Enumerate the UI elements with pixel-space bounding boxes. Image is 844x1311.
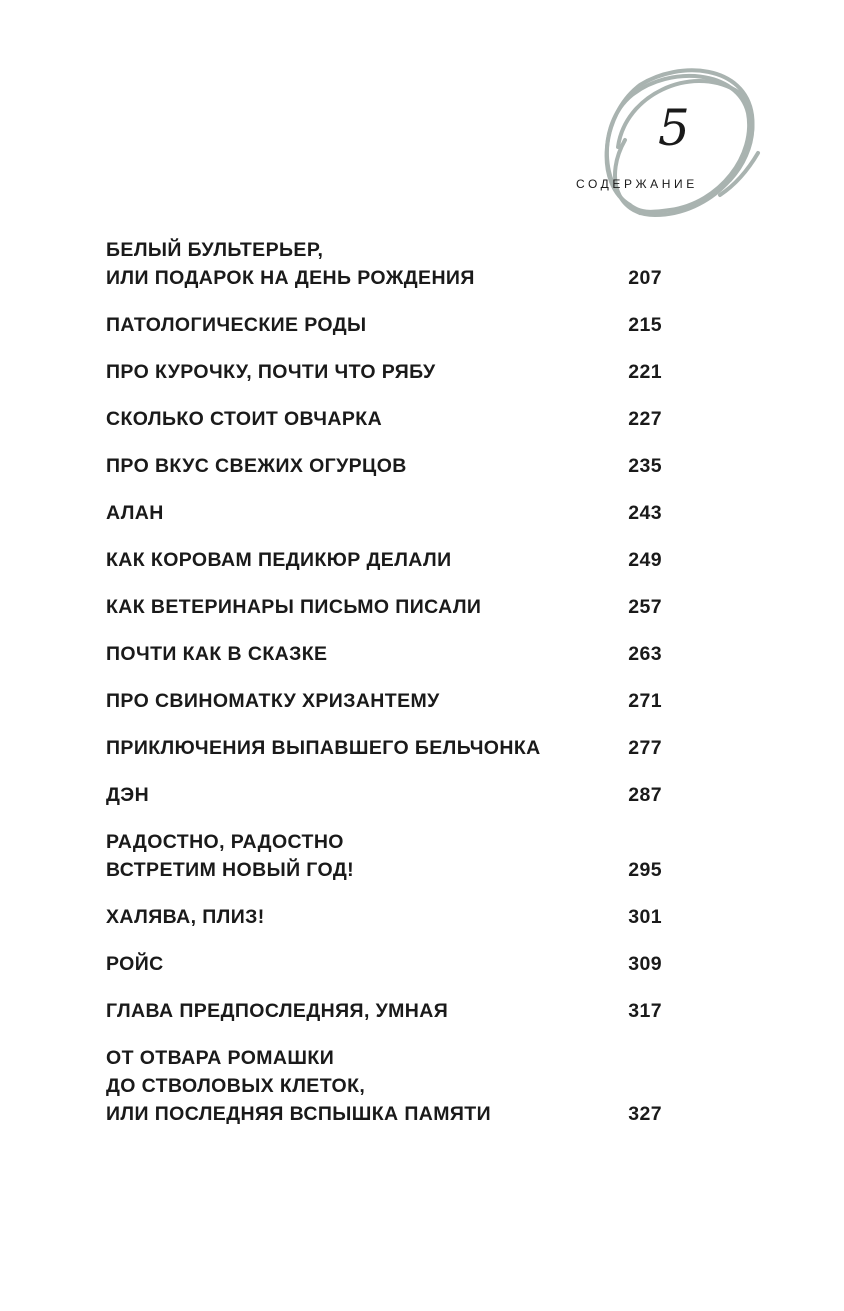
toc-entry-page-number: 243: [628, 502, 662, 524]
page-number: 5: [658, 99, 690, 157]
toc-entry-page-number: 207: [628, 267, 662, 289]
toc-entry-page-number: 295: [628, 859, 662, 881]
toc-entry-title-line: ПРИКЛЮЧЕНИЯ ВЫПАВШЕГО БЕЛЬЧОНКА: [106, 737, 541, 759]
toc-entry: [106, 311, 666, 339]
toc-entry: [106, 903, 666, 931]
toc-entry-page-number: 235: [628, 455, 662, 477]
toc-entry-title-line: РАДОСТНО, РАДОСТНО: [106, 831, 344, 853]
toc-entry: [106, 687, 666, 715]
toc-entry: [106, 499, 666, 527]
toc-entry-page-number: 271: [628, 690, 662, 712]
toc-entry-page-number: 227: [628, 408, 662, 430]
toc-entry: [106, 236, 666, 292]
toc-entry: [106, 781, 666, 809]
toc-entry-title-line: ДО СТВОЛОВЫХ КЛЕТОК,: [106, 1075, 366, 1097]
toc-entry-title-line: ИЛИ ПОСЛЕДНЯЯ ВСПЫШКА ПАМЯТИ: [106, 1103, 492, 1125]
toc-entry-page-number: 287: [628, 784, 662, 806]
toc-entry-page-number: 215: [628, 314, 662, 336]
toc-entry-page-number: 317: [628, 1000, 662, 1022]
toc-entry-page-number: 257: [628, 596, 662, 618]
toc-entry: [106, 640, 666, 668]
toc-entry-title-line: КАК КОРОВАМ ПЕДИКЮР ДЕЛАЛИ: [106, 549, 452, 571]
toc-entry-page-number: 249: [628, 549, 662, 571]
toc-entry-title-line: ПОЧТИ КАК В СКАЗКЕ: [106, 643, 328, 665]
toc-entry-page-number: 309: [628, 953, 662, 975]
toc-entry: [106, 997, 666, 1025]
toc-entry-title-line: ПРО КУРОЧКУ, ПОЧТИ ЧТО РЯБУ: [106, 361, 436, 383]
toc-entry-title-line: ПАТОЛОГИЧЕСКИЕ РОДЫ: [106, 314, 367, 336]
toc-entry: [106, 950, 666, 978]
toc-entry: [106, 828, 666, 884]
toc-entry-title-line: ИЛИ ПОДАРОК НА ДЕНЬ РОЖДЕНИЯ: [106, 267, 475, 289]
toc-entry: [106, 1044, 666, 1128]
toc-entry: [106, 734, 666, 762]
toc-entry-title-line: РОЙС: [106, 953, 164, 975]
toc-entry-title-line: ПРО ВКУС СВЕЖИХ ОГУРЦОВ: [106, 455, 407, 477]
toc-entry-page-number: 327: [628, 1103, 662, 1125]
toc-entry-title-line: АЛАН: [106, 502, 164, 524]
toc-entry-page-number: 221: [628, 361, 662, 383]
toc-entry-title-line: СКОЛЬКО СТОИТ ОВЧАРКА: [106, 408, 383, 430]
toc-entry: [106, 358, 666, 386]
toc-entry-title-line: ГЛАВА ПРЕДПОСЛЕДНЯЯ, УМНАЯ: [106, 1000, 449, 1022]
toc-entry-title-line: ОТ ОТВАРА РОМАШКИ: [106, 1047, 335, 1069]
section-title: СОДЕРЖАНИЕ: [576, 177, 698, 191]
toc-entry-page-number: 301: [628, 906, 662, 928]
toc-entry-title-line: КАК ВЕТЕРИНАРЫ ПИСЬМО ПИСАЛИ: [106, 596, 482, 618]
table-of-contents: [106, 236, 666, 1147]
toc-entry-page-number: 263: [628, 643, 662, 665]
toc-entry-title-line: ДЭН: [106, 784, 150, 806]
toc-entry-title-line: ХАЛЯВА, ПЛИЗ!: [106, 906, 265, 928]
toc-entry-title-line: БЕЛЫЙ БУЛЬТЕРЬЕР,: [106, 239, 324, 261]
page-header: [570, 55, 770, 230]
toc-entry: [106, 452, 666, 480]
toc-entry-title-line: ПРО СВИНОМАТКУ ХРИЗАНТЕМУ: [106, 690, 440, 712]
toc-entry-page-number: 277: [628, 737, 662, 759]
toc-entry: [106, 593, 666, 621]
toc-entry-title-line: ВСТРЕТИМ НОВЫЙ ГОД!: [106, 859, 354, 881]
toc-entry: [106, 405, 666, 433]
toc-entry: [106, 546, 666, 574]
